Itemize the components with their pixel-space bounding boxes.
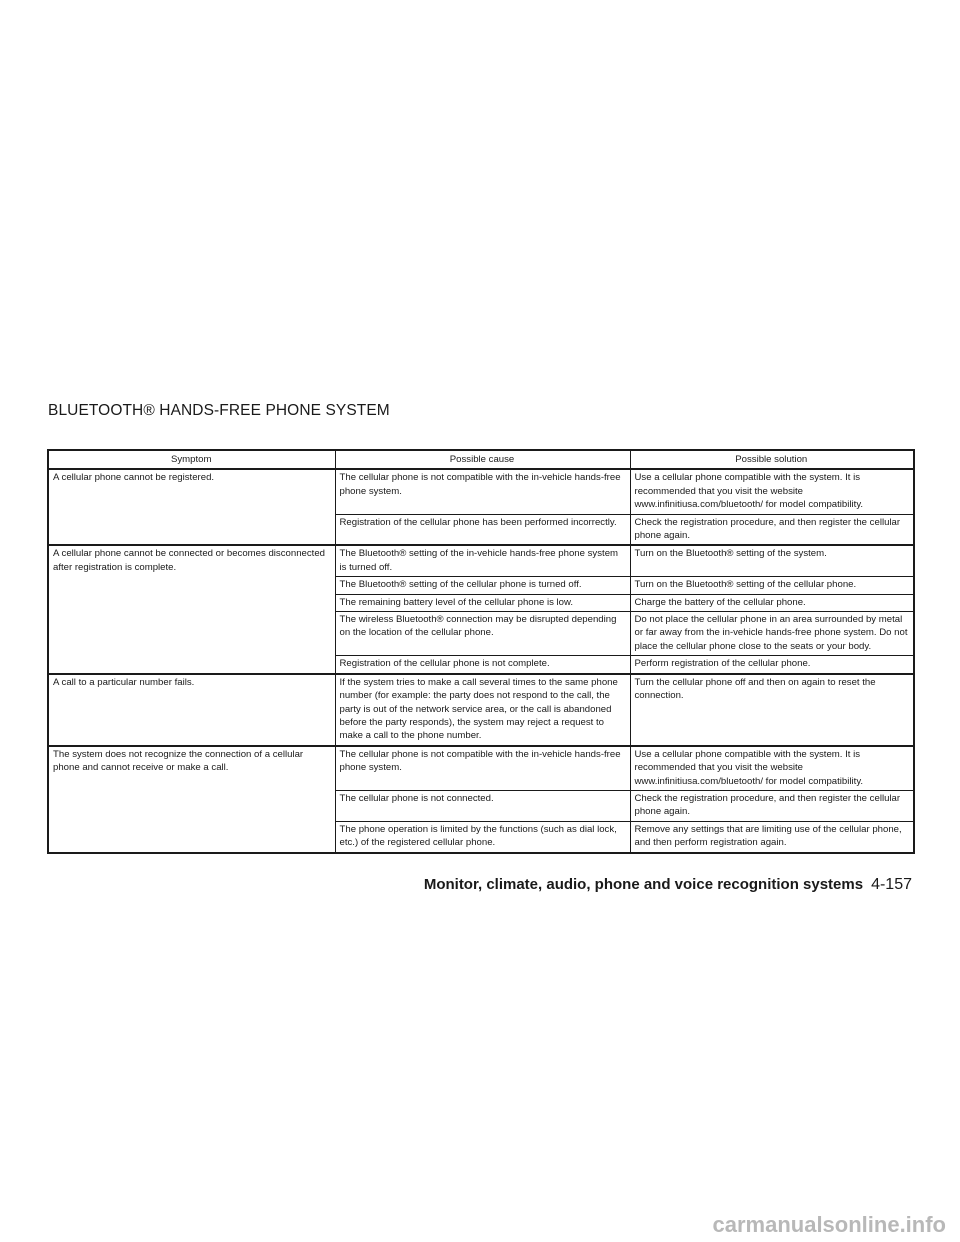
cause-cell: The cellular phone is not compatible with the in-vehicle hands-free phone system. — [335, 746, 630, 791]
table-row — [48, 545, 914, 576]
watermark: carmanualsonline.info — [712, 1212, 946, 1237]
table-row — [48, 746, 914, 791]
solution-cell: Turn the cellular phone off and then on again to reset the connection. — [630, 674, 914, 746]
troubleshooting-table — [47, 449, 915, 854]
cause-cell: Registration of the cellular phone is not complete. — [335, 656, 630, 674]
solution-cell: Do not place the cellular phone in an area surrounded by metal or far away from the in-vehicle hands-free phone system. Do not place the cellular phone close to the seats or your body. — [630, 612, 914, 656]
cause-cell: If the system tries to make a call several times to the same phone number (for example: the party does not respond to the call, the party is out of the network service area, or the call is abandoned before the party responds), the system may reject a request to make a call to the phone number. — [335, 674, 630, 746]
solution-cell: Turn on the Bluetooth® setting of the system. — [630, 545, 914, 576]
solution-cell: Check the registration procedure, and then register the cellular phone again. — [630, 514, 914, 545]
page-footer — [424, 876, 912, 894]
solution-cell: Perform registration of the cellular phone. — [630, 656, 914, 674]
section-title: BLUETOOTH® HANDS-FREE PHONE SYSTEM — [48, 402, 390, 419]
symptom-cell: A call to a particular number fails. — [48, 674, 335, 746]
solution-cell: Turn on the Bluetooth® setting of the cellular phone. — [630, 577, 914, 594]
header-possible-cause: Possible cause — [335, 450, 630, 469]
symptom-cell: A cellular phone cannot be registered. — [48, 469, 335, 545]
cause-cell: Registration of the cellular phone has been performed incorrectly. — [335, 514, 630, 545]
cause-cell: The remaining battery level of the cellular phone is low. — [335, 594, 630, 611]
solution-cell: Check the registration procedure, and then register the cellular phone again. — [630, 790, 914, 821]
cause-cell: The wireless Bluetooth® connection may be disrupted depending on the location of the cellular phone. — [335, 612, 630, 656]
table-header-row — [48, 450, 914, 469]
solution-cell: Use a cellular phone compatible with the system. It is recommended that you visit the website www.infinitiusa.com/bluetooth/ for model compatibility. — [630, 746, 914, 791]
table-row — [48, 469, 914, 514]
page-number: 4-157 — [871, 876, 912, 893]
cause-cell: The cellular phone is not connected. — [335, 790, 630, 821]
symptom-cell: The system does not recognize the connection of a cellular phone and cannot receive or make a call. — [48, 746, 335, 853]
cause-cell: The Bluetooth® setting of the cellular phone is turned off. — [335, 577, 630, 594]
footer-section-name: Monitor, climate, audio, phone and voice recognition systems — [423, 876, 864, 893]
header-symptom: Symptom — [48, 450, 335, 469]
cause-cell: The phone operation is limited by the functions (such as dial lock, etc.) of the registered cellular phone. — [335, 821, 630, 852]
table-row — [48, 674, 914, 746]
cause-cell: The cellular phone is not compatible with the in-vehicle hands-free phone system. — [335, 469, 630, 514]
solution-cell: Use a cellular phone compatible with the system. It is recommended that you visit the website www.infinitiusa.com/bluetooth/ for model compatibility. — [630, 469, 914, 514]
solution-cell: Remove any settings that are limiting use of the cellular phone, and then perform registration again. — [630, 821, 914, 852]
header-possible-solution: Possible solution — [630, 450, 914, 469]
cause-cell: The Bluetooth® setting of the in-vehicle hands-free phone system is turned off. — [335, 545, 630, 576]
solution-cell: Charge the battery of the cellular phone. — [630, 594, 914, 611]
symptom-cell: A cellular phone cannot be connected or becomes disconnected after registration is complete. — [48, 545, 335, 673]
